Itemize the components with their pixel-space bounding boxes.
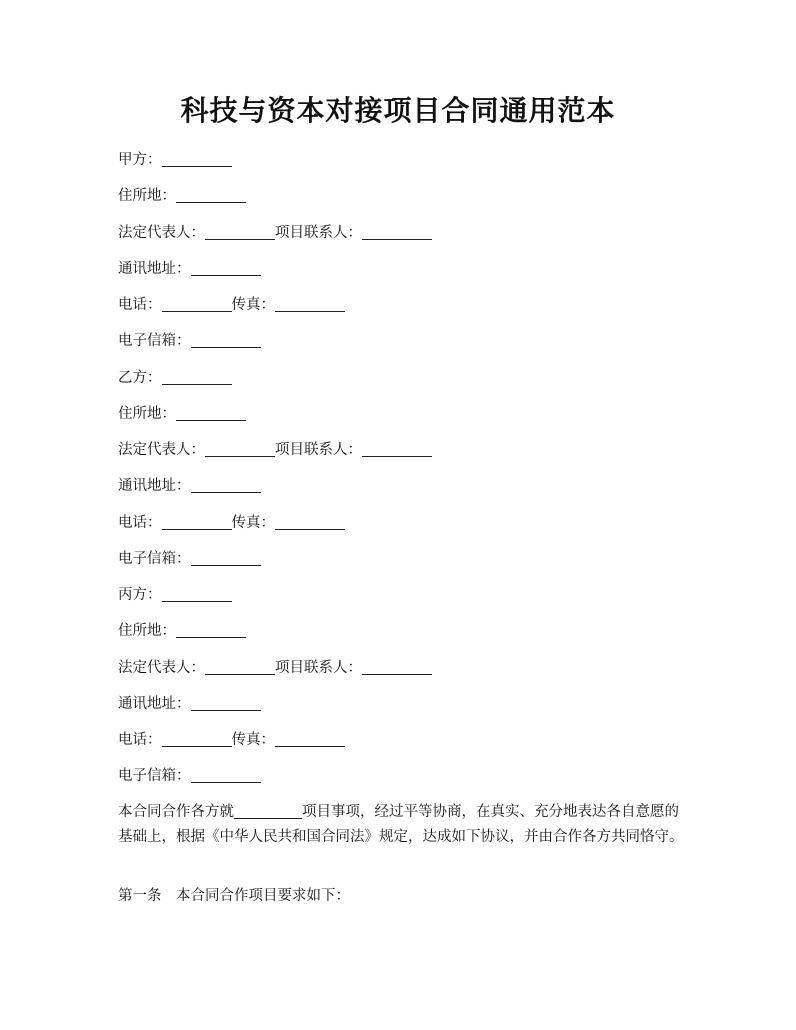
party-a-name-line [118, 148, 698, 184]
party-b-contact-label: 项目联系人： [275, 442, 362, 458]
party-a-name-blank [162, 148, 232, 167]
party-a-address-label: 住所地： [118, 188, 176, 205]
party-b-name-blank [162, 366, 232, 385]
party-c-phone-blank [162, 728, 232, 747]
party-b-address-line [118, 402, 698, 438]
party-a-phone-blank [162, 293, 232, 312]
party-c-mail-address-blank [191, 692, 261, 711]
party-b-address-label: 住所地： [118, 405, 176, 422]
article-one-heading: 第一条 本合同合作项目要求如下： [118, 888, 350, 904]
party-c-email-label: 电子信箱： [118, 768, 191, 785]
party-b-email-label: 电子信箱： [118, 550, 191, 567]
document-title: 科技与资本对接项目合同通用范本 [180, 94, 616, 127]
party-c-legal-rep-label: 法定代表人： [118, 659, 205, 676]
party-b-fax-label: 传真： [231, 514, 275, 531]
party-b-email-line [118, 547, 698, 583]
party-a-contact-label: 项目联系人： [275, 224, 362, 241]
project-name-blank [234, 800, 302, 819]
party-c-fax-label: 传真： [231, 732, 275, 748]
party-a-representative-line [118, 221, 698, 257]
party-b-fax-blank [275, 511, 345, 530]
party-a-email-line [118, 329, 698, 365]
party-info-list [118, 148, 698, 801]
party-a-phone-label: 电话： [118, 297, 162, 313]
party-b-name-label: 乙方： [118, 369, 162, 386]
party-c-name-line [118, 583, 698, 619]
party-b-legal-rep-label: 法定代表人： [118, 442, 205, 458]
intro-paragraph [118, 800, 692, 849]
party-b-phone-blank [162, 511, 232, 530]
party-c-representative-line [118, 656, 698, 692]
party-c-mail-address-label: 通讯地址： [118, 695, 191, 712]
party-c-address-label: 住所地： [118, 623, 176, 640]
party-b-mail-address-label: 通讯地址： [118, 478, 191, 495]
party-b-phone-line [118, 511, 698, 547]
party-a-fax-blank [275, 293, 345, 312]
party-c-address-blank [176, 619, 246, 638]
party-a-email-label: 电子信箱： [118, 333, 191, 350]
party-a-fax-label: 传真： [231, 297, 275, 313]
party-a-name-label: 甲方： [118, 152, 162, 168]
party-b-name-line [118, 366, 698, 402]
party-b-address-blank [176, 402, 246, 421]
party-a-phone-line [118, 293, 698, 329]
party-c-name-blank [162, 583, 232, 602]
party-a-mail-address-label: 通讯地址： [118, 260, 191, 277]
party-a-address-blank [176, 184, 246, 203]
party-b-contact-blank [362, 438, 432, 457]
party-a-legal-rep-label: 法定代表人： [118, 224, 205, 241]
party-c-legal-rep-blank [205, 656, 275, 675]
party-a-address-line [118, 184, 698, 220]
party-a-legal-rep-blank [205, 221, 275, 240]
party-a-email-blank [191, 329, 261, 348]
party-c-contact-blank [362, 656, 432, 675]
party-c-mail-address-line [118, 692, 698, 728]
party-b-email-blank [191, 547, 261, 566]
party-c-phone-line [118, 728, 698, 764]
party-b-legal-rep-blank [205, 438, 275, 457]
party-a-contact-blank [362, 221, 432, 240]
party-a-mail-address-blank [191, 257, 261, 276]
party-c-address-line [118, 619, 698, 655]
party-c-name-label: 丙方： [118, 587, 162, 603]
party-c-email-line [118, 764, 698, 800]
intro-text-before-blank: 本合同合作各方就 [118, 804, 234, 820]
party-c-fax-blank [275, 728, 345, 747]
party-c-phone-label: 电话： [118, 732, 162, 748]
party-b-representative-line [118, 438, 698, 474]
party-b-phone-label: 电话： [118, 514, 162, 531]
party-c-email-blank [191, 764, 261, 783]
intro-text-after-blank: 项目事项，经过平等协商，在真实、充分地表达各自意愿的基础上，根据《中华人民共和国合同法》规定，达成如下协议，并由合作各方共同恪守。 [118, 804, 684, 845]
party-a-mail-address-line [118, 257, 698, 293]
party-b-mail-address-blank [191, 474, 261, 493]
party-c-contact-label: 项目联系人： [275, 659, 362, 676]
party-b-mail-address-line [118, 474, 698, 510]
